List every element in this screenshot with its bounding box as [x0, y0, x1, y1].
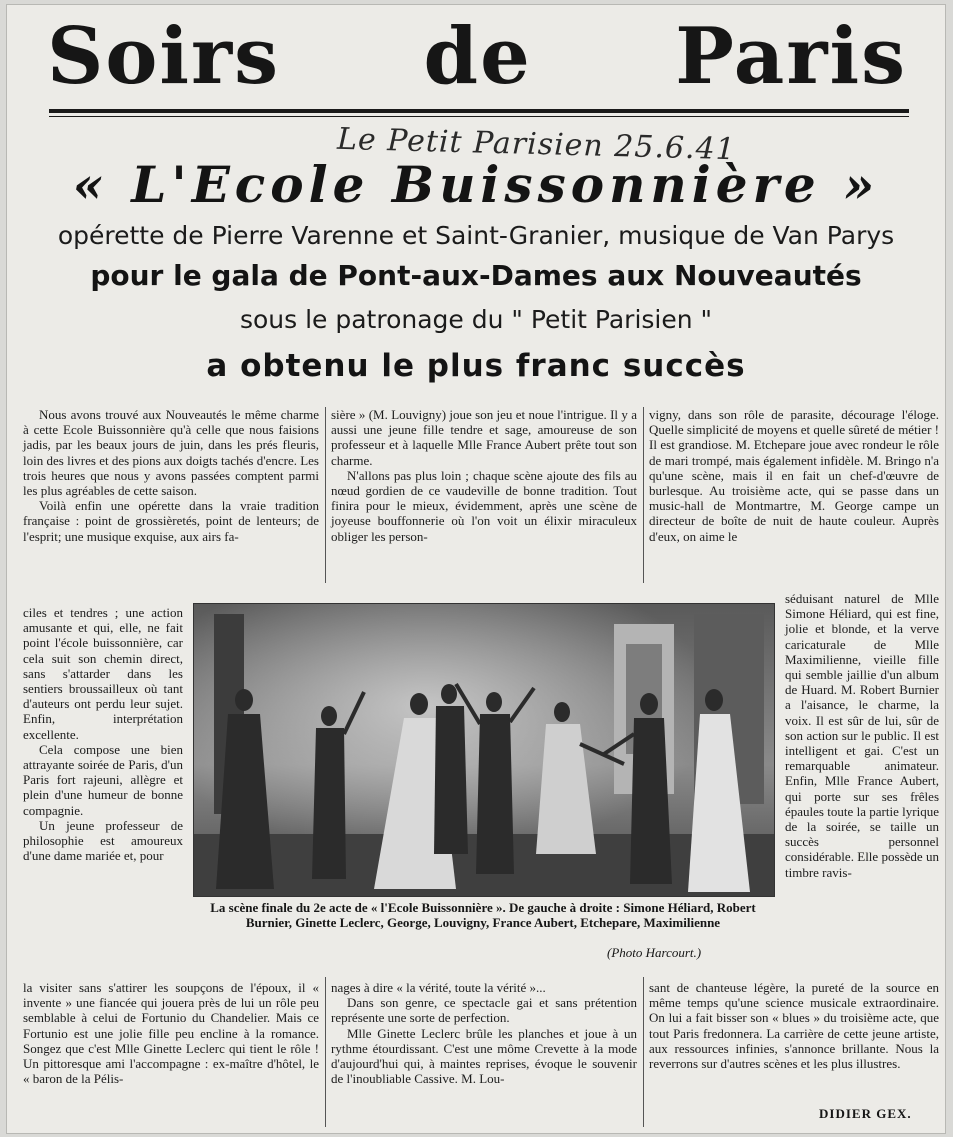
- article-column-3-narrow: [785, 591, 939, 981]
- masthead-rule-thin: [49, 116, 909, 117]
- column-divider: [643, 407, 644, 583]
- article-column-1-narrow: [23, 605, 183, 975]
- paragraph: Cela compose une bien attrayante soirée de Paris, d'un Paris fort rajeuni, allègre et plein d'une humeur de bonne compagnie.: [23, 741, 183, 818]
- paragraph: nages à dire « la vérité, toute la vérité »...: [331, 980, 546, 995]
- headline-subtitle-4: a obtenu le plus franc succès: [206, 348, 746, 384]
- article-column-3: [649, 407, 939, 597]
- article-column-1: [23, 407, 319, 597]
- photo-credit: (Photo Harcourt.): [607, 945, 702, 960]
- paragraph: sant de chanteuse légère, la pureté de la source en même temps qu'une science musicale extraordinaire. On lui a fait bisser son « blues » du troisième acte, que tout Paris fredonnera. La carrière de cette jeune artiste, aux ressources infinies, s'annonce brillante. Nous la reverrons sur d'autres scènes et les plus illustres.: [649, 980, 939, 1072]
- article-column-1-bottom: [23, 980, 319, 1130]
- article-column-2-bottom: [331, 980, 637, 1130]
- headline-title: « L'Ecole Buissonnière »: [72, 155, 880, 214]
- newspaper-clipping: [6, 4, 946, 1134]
- paragraph: N'allons pas plus loin ; chaque scène ajoute des fils au nœud gordien de ce vaudeville de bonne tradition. Tout finira pour le mieux, évidemment, après une scène de joyeuse bouffonnerie où l'on voit un élixir miraculeux obliger les person-: [331, 467, 637, 544]
- paragraph: Nous avons trouvé aux Nouveautés le même charme à cette Ecole Buissonnière qu'à celle que nous faisions jadis, par les beaux jours de juin, dans les prés fleuris, loin des livres et des pions aux doigts tachés d'encre. Les trois heures que nous y avons passées comptent parmi les plus agréables de cette saison.: [23, 407, 319, 499]
- article-column-3-bottom: [649, 980, 939, 1108]
- paragraph: Voilà enfin une opérette dans la vraie tradition française : point de grossièretés, point de lenteurs; de l'esprit; une musique exquise, aux airs fa-: [23, 498, 319, 544]
- paragraph: vigny, dans son rôle de parasite, décourage l'éloge. Quelle simplicité de moyens et quelle sûreté de métier ! Il est grandiose. M. Etchepare joue avec rondeur le rôle de mari trompé, mais également infidèle. M. Bringo n'a qu'une scène, mais il en fait un chef-d'œuvre de burlesque. Au troisième acte, qui se passe dans un music-hall de Montmartre, M. George campe un directeur de boîte de nuit de haute couleur. Auprès d'eux, on aime le: [649, 407, 939, 544]
- headline-subtitle-2: pour le gala de Pont-aux-Dames aux Nouveautés: [90, 259, 862, 292]
- paragraph: la visiter sans s'attirer les soupçons de l'époux, il « invente » une fiancée qui jouera près de lui un rôle peu semblable à celui de Fortunio du Chandelier. Mais ce Fortunio est une jolie fille peu encline à la romance. Songez que c'est Mlle Ginette Leclerc qui tient le rôle ! Un pittoresque ami l'accompagne : ex-maître d'hôtel, le « baron de la Pélis-: [23, 980, 319, 1087]
- paragraph: Mlle Ginette Leclerc brûle les planches et joue à un rythme étourdissant. C'est une môme Crevette à la mode d'aujourd'hui qui, à maintes reprises, évoque le souvenir de l'inoubliable Cassive. M. Lou-: [331, 1025, 637, 1087]
- paragraph: Dans son genre, ce spectacle gai et sans prétention représente une sorte de perfection.: [331, 995, 637, 1026]
- author-signature: DIDIER GEX.: [819, 1106, 912, 1121]
- headline-subtitle-3: sous le patronage du " Petit Parisien ": [239, 305, 713, 334]
- handwritten-annotation: Le Petit Parisien 25.6.41: [336, 121, 737, 168]
- stage-scene-image: [194, 604, 774, 896]
- paragraph: ciles et tendres ; une action amusante et qui, elle, ne fait point l'école buissonnière, car cela suit son chemin direct, sans s'attarder dans les sentiers broussailleux où tant d'auteurs ont perdu leur sujet. Enfin, interprétation excellente.: [23, 605, 183, 742]
- article-column-2: [331, 407, 637, 597]
- stage-photograph: [193, 603, 775, 897]
- paragraph: séduisant naturel de Mlle Simone Héliard, qui est fine, jolie et blonde, et la verve caricaturale de Mlle Maximilienne, vieille fille qui semble jaillie d'un album de Huard. M. Robert Burnier a l'aisance, le charme, la voix. Il est sûr de lui, sûr de son action sur le public. Il est intelligent et gai. C'est un remarquable animateur. Enfin, Mlle France Aubert, qui porte sur ses frêles épaules toute la partie lyrique de la soirée, se taille un succès personnel considérable. Elle possède un timbre ravis-: [785, 591, 939, 880]
- column-divider: [325, 977, 326, 1127]
- photo-caption: La scène finale du 2e acte de « l'Ecole Buissonnière ». De gauche à droite : Simone Héliard, Robert Burnier, Ginette Leclerc, George, Louvigny, France Aubert, Etchepare, Maximilienne: [210, 900, 756, 930]
- paragraph: sière » (M. Louvigny) joue son jeu et noue l'intrigue. Il y a aussi une jeune fille tendre et sage, amoureuse de son professeur et à laquelle Mlle France Aubert prête tout son charme.: [331, 407, 637, 468]
- column-divider: [643, 977, 644, 1127]
- masthead-rule: [49, 109, 909, 113]
- column-divider: [325, 407, 326, 583]
- masthead: Soirs de Paris: [47, 11, 907, 102]
- paragraph: Un jeune professeur de philosophie est amoureux d'une dame mariée et, pour: [23, 817, 183, 864]
- headline-subtitle-1: opérette de Pierre Varenne et Saint-Granier, musique de Van Parys: [57, 221, 895, 250]
